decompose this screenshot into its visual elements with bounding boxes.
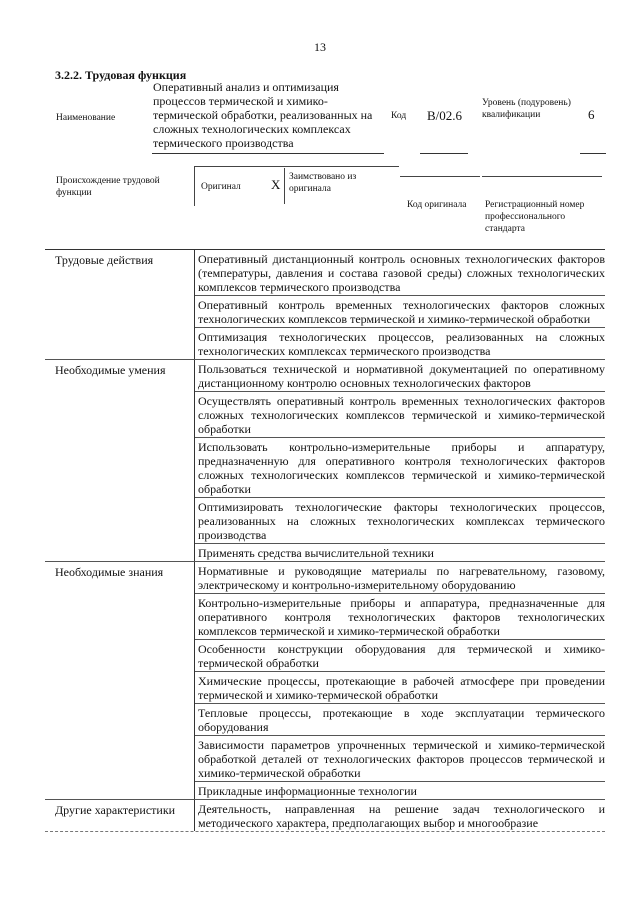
- list-item: Применять средства вычислительной техники: [195, 543, 605, 561]
- other-characteristics-row: [45, 799, 605, 831]
- origin-original-label: Оригинал: [201, 182, 241, 192]
- level-underline: [580, 153, 606, 154]
- origin-original-mark: X: [271, 177, 281, 192]
- list-item: Нормативные и руководящие материалы по нагревательному, газовому, электрическому и контрольно-измерительному оборудованию: [198, 564, 605, 592]
- list-item: Прикладные информационные технологии: [195, 781, 605, 799]
- skills-row: [45, 359, 605, 561]
- origin-borrowed-label: Заимствовано из оригинала: [289, 172, 357, 194]
- list-item: Химические процессы, протекающие в рабочей атмосфере при проведении термической и химико-термической обработки: [195, 671, 605, 703]
- section-title: 3.2.2. Трудовая функция: [55, 68, 187, 82]
- origin-separator: [284, 168, 285, 204]
- knowledge-label: Необходимые знания: [45, 562, 195, 799]
- original-code-box: [400, 176, 480, 196]
- original-code-label: Код оригинала: [407, 200, 467, 210]
- labor-actions-row: [45, 250, 605, 359]
- labor-actions-items: [195, 250, 605, 359]
- list-item: Осуществлять оперативный контроль временных технологических факторов сложных технологических комплексов термической и химико-термической обработки: [195, 391, 605, 437]
- other-characteristics-label: Другие характеристики: [45, 800, 195, 831]
- registration-number-box: [482, 176, 602, 196]
- skills-items: [195, 360, 605, 561]
- registration-number-label: Регистрационный номер профессионального стандарта: [485, 200, 585, 234]
- level-label: Уровень (подуровень) квалификации: [482, 98, 571, 120]
- name-label: Наименование: [56, 113, 116, 123]
- knowledge-items: [195, 562, 605, 799]
- knowledge-row: [45, 561, 605, 799]
- list-item: Оперативный контроль временных технологических факторов сложных технологических комплексов термической и химико-термической обработки: [195, 295, 605, 327]
- page-number: 13: [314, 40, 326, 54]
- origin-label: Происхождение трудовой функции: [56, 176, 160, 198]
- function-name: Оперативный анализ и оптимизация процессов термической и химико-термической обработки, реализованных на сложных технологических комплексах термического производства: [153, 80, 373, 150]
- code-value: B/02.6: [427, 108, 463, 123]
- skills-label: Необходимые умения: [45, 360, 195, 561]
- list-item: Контрольно-измерительные приборы и аппаратура, предназначенные для оперативного контроля технологических факторов технологических комплексов термической и химико-термической обработки: [195, 593, 605, 639]
- list-item: Тепловые процессы, протекающие в ходе эксплуатации термического оборудования: [195, 703, 605, 735]
- code-label: Код: [391, 111, 407, 121]
- other-characteristics-items: [195, 800, 605, 831]
- list-item: Оптимизация технологических процессов, реализованных на сложных технологических комплексах термического производства: [195, 327, 605, 359]
- function-table: [45, 249, 605, 832]
- list-item: Зависимости параметров упрочненных термической и химико-термической обработкой деталей от технологических факторов процессов термической и химико-термической обработки: [195, 735, 605, 781]
- function-name-underline: [152, 153, 384, 154]
- list-item: Особенности конструкции оборудования для термической и химико-термической обработки: [195, 639, 605, 671]
- list-item: Оптимизировать технологические факторы технологических процессов, реализованных на сложных технологических комплексах термического производства: [195, 497, 605, 543]
- level-value: 6: [588, 107, 595, 122]
- list-item: Деятельность, направленная на решение задач технологического и методического характера, предполагающих выбор и многообразие: [198, 802, 605, 830]
- list-item: Использовать контрольно-измерительные приборы и аппаратуру, предназначенную для оперативного контроля технологических факторов сложных технологических комплексов термической и химико-термической обработки: [195, 437, 605, 497]
- labor-actions-label: Трудовые действия: [45, 250, 195, 359]
- list-item: Пользоваться технической и нормативной документацией по оперативному дистанционному контролю основных технологических факторов: [198, 362, 605, 390]
- code-underline: [420, 153, 468, 154]
- list-item: Оперативный дистанционный контроль основных технологических факторов (температуры, давления и состава газовой среды) сложных технологических комплексов термического производства: [198, 252, 605, 294]
